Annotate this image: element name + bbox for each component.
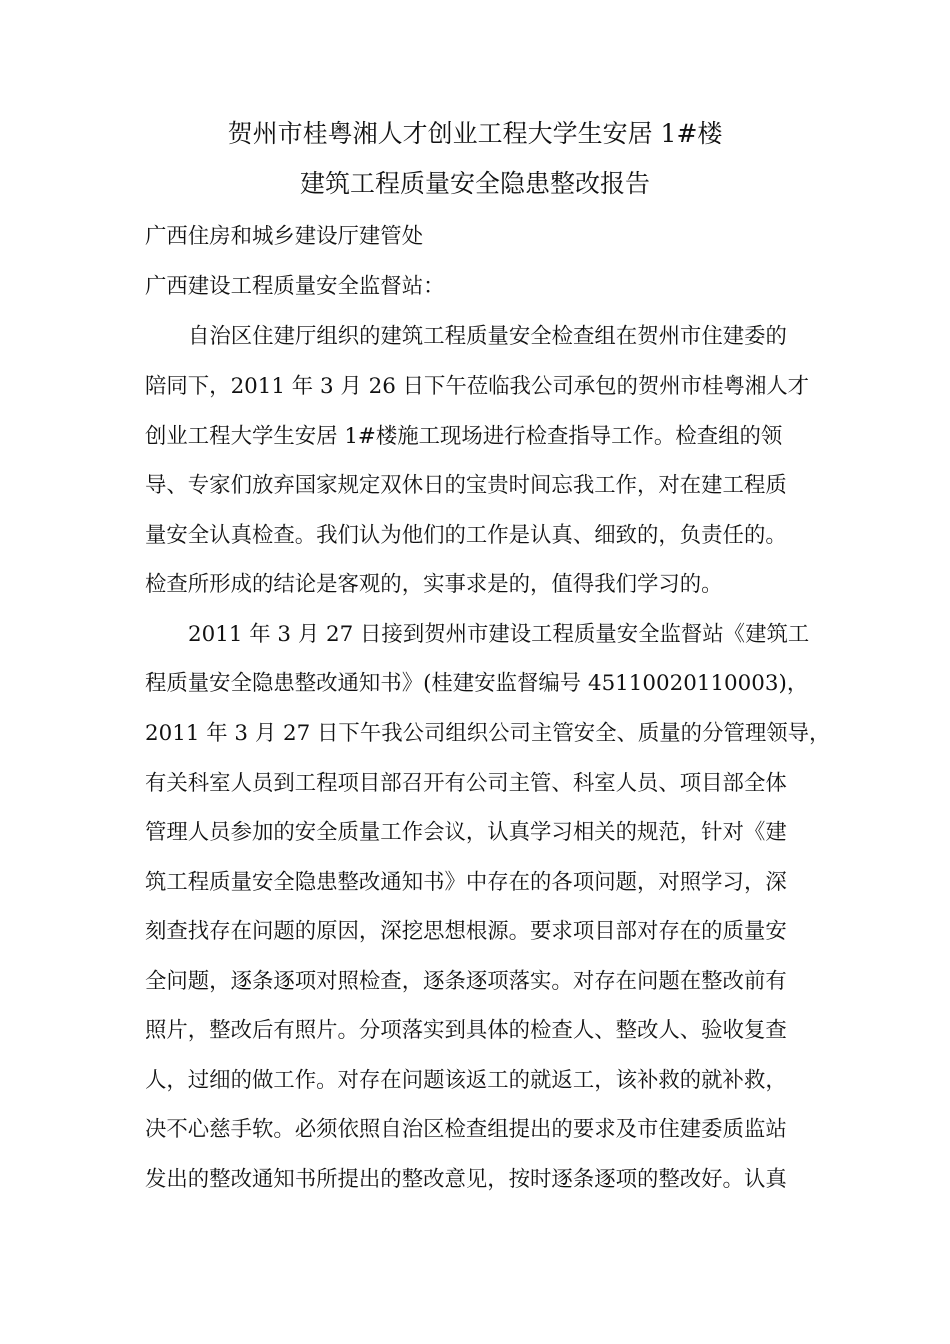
paragraph-2-line: 刻查找存在问题的原因，深挖思想根源。要求项目部对存在的质量安 xyxy=(145,919,787,944)
paragraph-1-line: 自治区住建厅组织的建筑工程质量安全检查组在贺州市住建委的 xyxy=(188,324,787,349)
paragraph-2-line: 2011 年 3 月 27 日下午我公司组织公司主管安全、质量的分管理领导， xyxy=(145,721,831,746)
paragraph-2-line: 决不心慈手软。必须依照自治区检查组提出的要求及市住建委质监站 xyxy=(145,1117,787,1142)
paragraph-2-line: 2011 年 3 月 27 日接到贺州市建设工程质量安全监督站《建筑工 xyxy=(188,622,810,647)
paragraph-1-line: 检查所形成的结论是客观的，实事求是的，值得我们学习的。 xyxy=(145,572,723,597)
paragraph-1-line: 量安全认真检查。我们认为他们的工作是认真、细致的，负责任的。 xyxy=(145,523,787,548)
paragraph-2-line: 照片，整改后有照片。分项落实到具体的检查人、整改人、验收复查 xyxy=(145,1018,787,1043)
paragraph-2-line: 有关科室人员到工程项目部召开有公司主管、科室人员、项目部全体 xyxy=(145,771,787,796)
paragraph-1-line: 创业工程大学生安居 1#楼施工现场进行检查指导工作。检查组的领 xyxy=(145,424,783,449)
document-title-line-1: 贺州市桂粤湘人才创业工程大学生安居 1#楼 xyxy=(227,119,723,148)
paragraph-2-line: 人，过细的做工作。对存在问题该返工的就返工，该补救的就补救， xyxy=(145,1068,787,1093)
document-title-line-2: 建筑工程质量安全隐患整改报告 xyxy=(299,169,650,198)
addressee-2: 广西建设工程质量安全监督站： xyxy=(145,274,445,299)
paragraph-2-line: 筑工程质量安全隐患整改通知书》中存在的各项问题，对照学习，深 xyxy=(145,870,787,895)
paragraph-1-line: 导、专家们放弃国家规定双休日的宝贵时间忘我工作，对在建工程质 xyxy=(145,473,787,498)
paragraph-2-line: 发出的整改通知书所提出的整改意见，按时逐条逐项的整改好。认真 xyxy=(145,1167,787,1192)
paragraph-1-line: 陪同下，2011 年 3 月 26 日下午莅临我公司承包的贺州市桂粤湘人才 xyxy=(145,374,810,399)
paragraph-2-line: 程质量安全隐患整改通知书》(桂建安监督编号 45110020110003)， xyxy=(145,671,809,696)
paragraph-2-line: 管理人员参加的安全质量工作会议，认真学习相关的规范，针对《建 xyxy=(145,820,787,845)
addressee-1: 广西住房和城乡建设厅建管处 xyxy=(145,224,424,249)
paragraph-2-line: 全问题，逐条逐项对照检查，逐条逐项落实。对存在问题在整改前有 xyxy=(145,969,787,994)
